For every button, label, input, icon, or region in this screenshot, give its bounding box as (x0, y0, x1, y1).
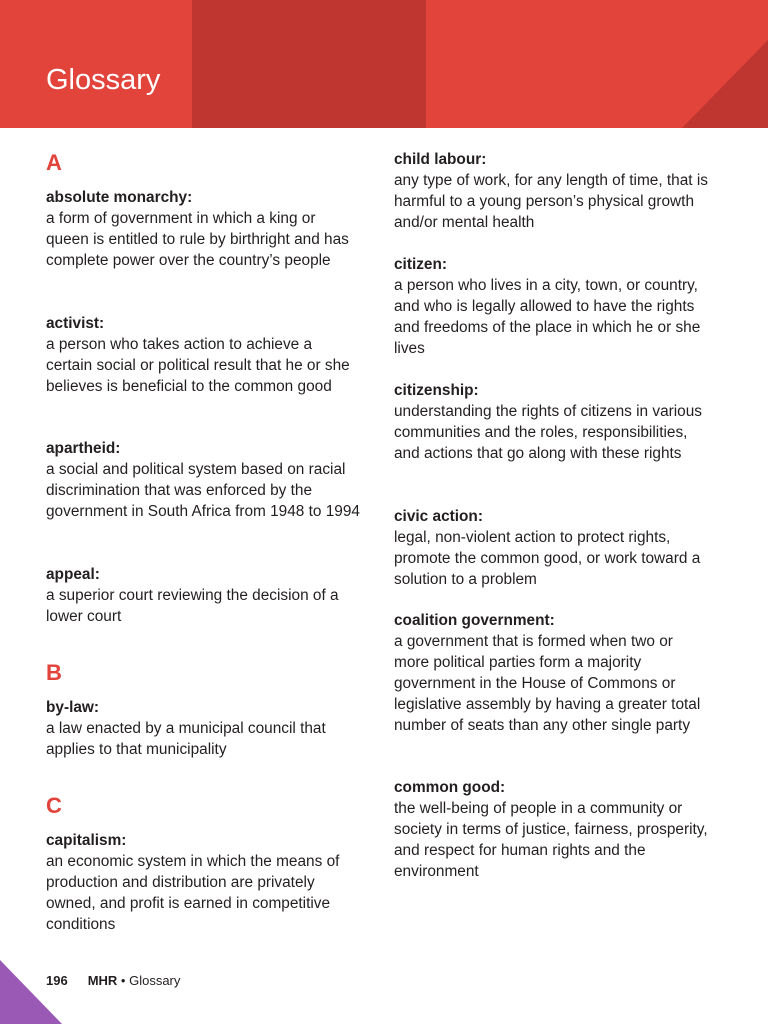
glossary-entry-activist (46, 313, 362, 397)
glossary-entry-common-good (394, 777, 710, 882)
glossary-definition: any type of work, for any length of time, that is harmful to a young person’s physical growth and/or mental health (394, 172, 708, 231)
glossary-term: activist: (46, 315, 105, 332)
glossary-term: citizen: (394, 256, 448, 273)
glossary-definition: understanding the rights of citizens in various communities and the roles, responsibilities, and actions that go along with these rights (394, 403, 702, 462)
glossary-entry-appeal (46, 564, 362, 627)
glossary-entry-by-law (46, 697, 362, 760)
glossary-definition: a person who lives in a city, town, or country, and who is legally allowed to have the rights and freedoms of the place in which he or she lives (394, 277, 701, 357)
glossary-definition: a government that is formed when two or more political parties form a majority government in the House of Commons or legislative assembly by having a greater total number of seats than any other single party (394, 633, 701, 734)
glossary-term: capitalism: (46, 832, 127, 849)
glossary-definition: a superior court reviewing the decision of a lower court (46, 587, 339, 625)
section-letter-b: B (46, 660, 62, 685)
page-number: 196 (46, 973, 68, 988)
glossary-entry-civic-action (394, 506, 710, 590)
glossary-entry-capitalism (46, 830, 362, 935)
header-banner (0, 0, 768, 128)
glossary-term: civic action: (394, 508, 483, 525)
glossary-term: citizenship: (394, 382, 479, 399)
glossary-term: apartheid: (46, 440, 121, 457)
glossary-definition: a person who takes action to achieve a certain social or political result that he or she believes is beneficial to the common good (46, 336, 350, 395)
glossary-definition: a social and political system based on racial discrimination that was enforced by the government in South Africa from 1948 to 1994 (46, 461, 360, 520)
glossary-term: appeal: (46, 566, 100, 583)
glossary-definition: the well-being of people in a community or society in terms of justice, fairness, prosperity, and respect for human rights and the environment (394, 800, 708, 880)
glossary-entry-citizenship (394, 380, 710, 464)
footer-section: Glossary (129, 973, 181, 988)
page-title: Glossary (46, 64, 161, 96)
glossary-definition: legal, non-violent action to protect rights, promote the common good, or work toward a solution to a problem (394, 529, 701, 588)
glossary-entry-coalition-government (394, 610, 710, 736)
glossary-term: coalition government: (394, 612, 555, 629)
glossary-entry-absolute-monarchy (46, 187, 362, 271)
glossary-definition: a law enacted by a municipal council that applies to that municipality (46, 720, 326, 758)
glossary-term: child labour: (394, 151, 487, 168)
glossary-entry-child-labour (394, 149, 710, 233)
glossary-term: common good: (394, 779, 506, 796)
publisher-name: MHR (87, 973, 118, 988)
page-footer (46, 973, 180, 989)
glossary-entry-apartheid (46, 438, 362, 522)
section-letter-a: A (46, 150, 62, 175)
glossary-definition: a form of government in which a king or queen is entitled to rule by birthright and has complete power over the country’s people (46, 210, 349, 269)
glossary-definition: an economic system in which the means of production and distribution are privately owned, and profit is earned in competitive conditions (46, 853, 340, 933)
glossary-term: absolute monarchy: (46, 189, 193, 206)
corner-triangle-decoration (0, 960, 64, 1024)
glossary-term: by-law: (46, 699, 100, 716)
footer-separator: • (117, 973, 130, 988)
section-letter-c: C (46, 793, 62, 818)
glossary-entry-citizen (394, 254, 710, 359)
